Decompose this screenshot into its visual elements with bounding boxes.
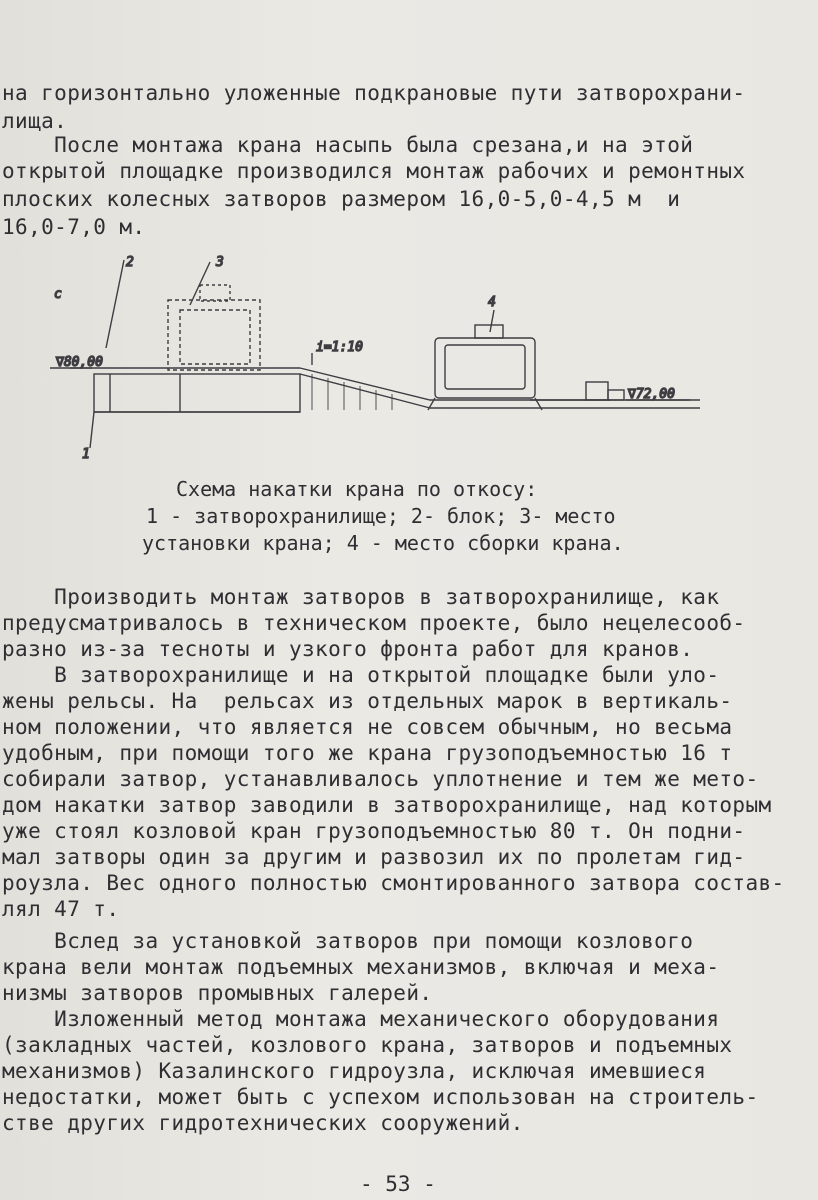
text-line: лял 47 т. (2, 897, 120, 921)
text-line: Вслед за установкой затворов при помощи козлового (2, 929, 694, 953)
marker-2: 2 (126, 255, 134, 270)
gate-storage-block (94, 374, 300, 412)
text-line: недостатки, может быть с успехом использован на строитель- (2, 1085, 759, 1109)
text-line: предусматривалось в техническом проекте, было нецелесооб- (2, 611, 746, 635)
page-number: - 53 - (360, 1172, 436, 1196)
text-line: уже стоял козловой кран грузоподъемностью 80 т. Он подни- (2, 819, 746, 843)
text-line: плоских колесных затворов размером 16,0-5,0-4,5 м и (2, 187, 681, 211)
text-line: В затворохранилище и на открытой площадке были уло- (2, 663, 720, 687)
text-line: Изложенный метод монтажа механического оборудования (2, 1007, 720, 1031)
level-right-label: ∇72,00 (628, 387, 675, 402)
text-line: открытой площадке производился монтаж рабочих и ремонтных (2, 159, 746, 183)
text-line: стве других гидротехнических сооружений. (2, 1111, 524, 1135)
text-line: удобным, при помощи того же крана грузоподъемностью 16 т (2, 741, 733, 765)
slope-line (300, 368, 610, 400)
text-line: крана вели монтаж подъемных механизмов, включая и меха- (2, 955, 720, 979)
text-line: мал затворы один за другим и развозил их по пролетам гид- (2, 845, 746, 869)
crane-rolling-diagram (50, 250, 710, 465)
marker-1: 1 (82, 447, 90, 462)
text-line: 16,0-7,0 м. (2, 215, 146, 239)
edge-mark-label: с (54, 287, 62, 302)
text-line: роузла. Вес одного полностью смонтированного затвора состав- (2, 871, 785, 895)
text-line: жены рельсы. На рельсах из отдельных марок в вертикаль- (2, 689, 733, 713)
text-line: разно из-за тесноты и узкого фронта работ для кранов. (2, 637, 694, 661)
figure-caption-legend: установки крана; 4 - место сборки крана. (142, 531, 624, 555)
text-line: низмы затворов промывных галерей. (2, 981, 433, 1005)
text-line: на горизонтально уложенные подкрановые пути затворохрани- (2, 81, 746, 105)
text-line: дом накатки затвор заводили в затворохранилище, над которым (2, 793, 772, 817)
figure-caption-title: Схема накатки крана по откосу: (176, 477, 538, 501)
level-left-label: ∇80,00 (56, 355, 103, 370)
marker-3: 3 (216, 255, 224, 270)
text-line: лища. (2, 109, 68, 133)
text-line: механизмов) Казалинского гидроузла, исключая имевшиеся (2, 1059, 707, 1083)
text-line: Производить монтаж затворов в затворохранилище, как (2, 585, 720, 609)
text-line: ном положении, что является не совсем обычным, но весьма (2, 715, 733, 739)
text-line: После монтажа крана насыпь была срезана,и на этой (2, 133, 694, 157)
slope-ratio-label: i=1:10 (316, 340, 363, 355)
text-line: собирали затвор, устанавливалось уплотнение и тем же мето- (2, 767, 759, 791)
text-line: (закладных частей, козлового крана, затворов и подъемных (2, 1033, 733, 1057)
figure-caption-legend: 1 - затворохранилище; 2- блок; 3- место (146, 504, 616, 528)
marker-4: 4 (488, 295, 496, 310)
